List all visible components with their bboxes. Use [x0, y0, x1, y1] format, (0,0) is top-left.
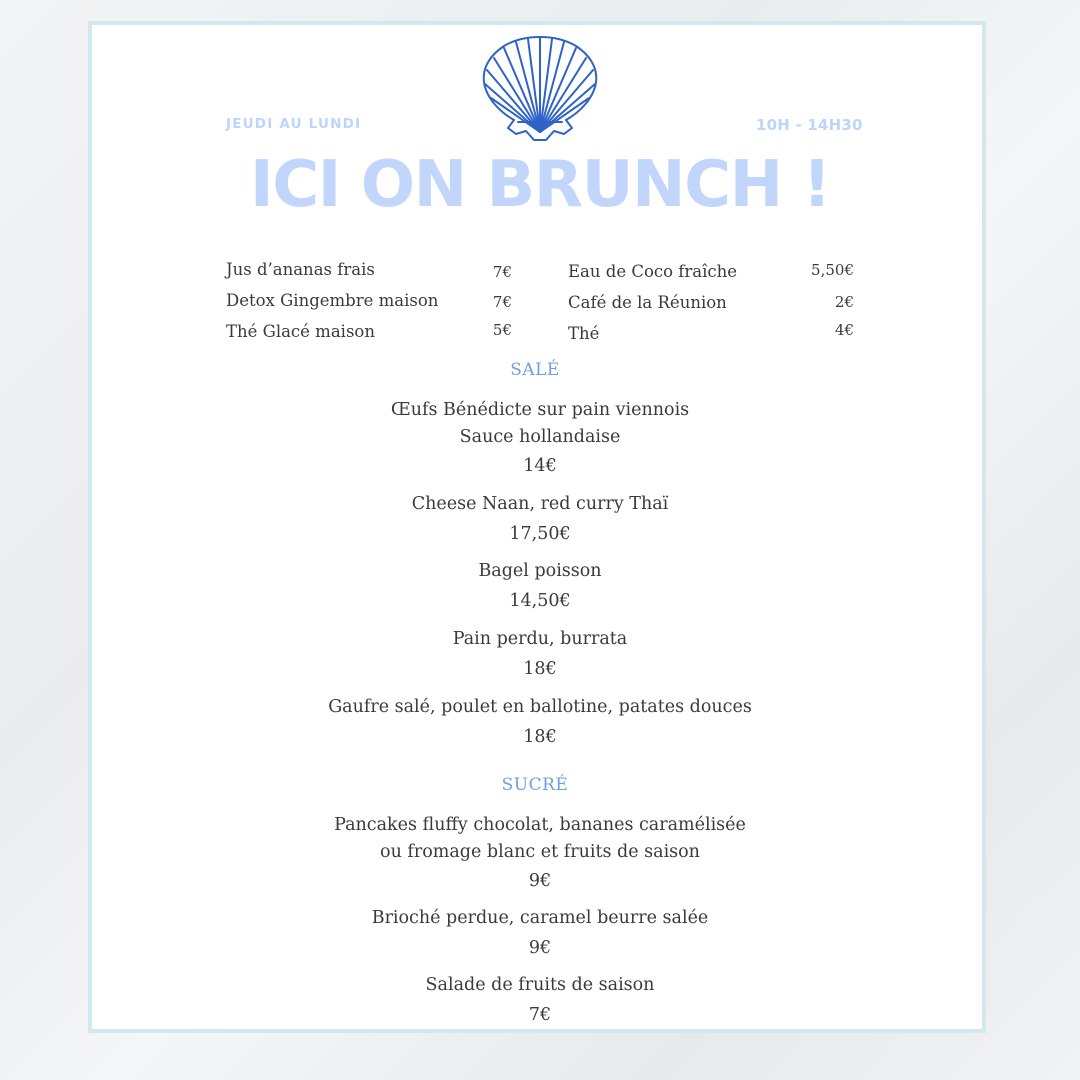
- menu-item: [0, 812, 1080, 895]
- dish-price: 14,50€: [509, 590, 571, 611]
- scallop-shell-icon: [482, 36, 598, 142]
- drink-price: 7€: [492, 263, 512, 281]
- drink-price: 7€: [492, 293, 512, 311]
- dish-name: Bagel poisson: [478, 561, 602, 581]
- dish-price: 7€: [528, 1004, 552, 1025]
- menu-item: [0, 905, 1080, 961]
- dish-price: 9€: [528, 871, 552, 891]
- dish-description: ou fromage blanc et fruits de saison: [380, 841, 700, 862]
- drink-name: Eau de Coco fraîche: [568, 262, 738, 281]
- menu-item: [0, 397, 1080, 480]
- opening-hours: 10H - 14H30: [756, 116, 863, 134]
- drink-price: 4€: [834, 321, 854, 339]
- menu-item: [0, 491, 1080, 547]
- dish-name: Pancakes fluffy chocolat, bananes caramélisée: [334, 815, 746, 835]
- opening-days: JEUDI AU LUNDI: [226, 116, 362, 132]
- dish-price: 14€: [523, 456, 557, 476]
- menu-item: [0, 558, 1080, 614]
- dish-name: Salade de fruits de saison: [425, 975, 655, 995]
- drink-price: 2€: [834, 293, 854, 311]
- dish-price: 18€: [523, 658, 557, 679]
- page-title: ICI ON BRUNCH !: [249, 148, 831, 222]
- dish-price: 18€: [523, 726, 557, 747]
- drink-name: Detox Gingembre maison: [226, 291, 439, 310]
- drink-name: Jus d’ananas frais: [226, 260, 375, 279]
- section-title-sale: SALÉ: [510, 360, 560, 380]
- drink-name: Thé: [568, 324, 600, 343]
- dish-description: Sauce hollandaise: [459, 426, 621, 447]
- section-title-sucre: SUCRÉ: [501, 775, 569, 795]
- menu-item: [0, 972, 1080, 1028]
- dish-name: Cheese Naan, red curry Thaï: [411, 494, 669, 514]
- drink-name: Thé Glacé maison: [226, 322, 375, 341]
- dish-name: Gaufre salé, poulet en ballotine, patates douces: [328, 697, 752, 717]
- dish-name: Brioché perdue, caramel beurre salée: [371, 908, 709, 928]
- menu-item: [0, 626, 1080, 682]
- drink-price: 5€: [492, 321, 512, 339]
- menu-item: [0, 694, 1080, 750]
- dish-price: 9€: [528, 937, 552, 958]
- drink-price: 5,50€: [811, 261, 854, 279]
- dish-name: Pain perdu, burrata: [452, 629, 628, 649]
- dish-price: 17,50€: [509, 523, 571, 544]
- dish-name: Œufs Bénédicte sur pain viennois: [390, 400, 690, 420]
- drink-name: Café de la Réunion: [568, 293, 727, 312]
